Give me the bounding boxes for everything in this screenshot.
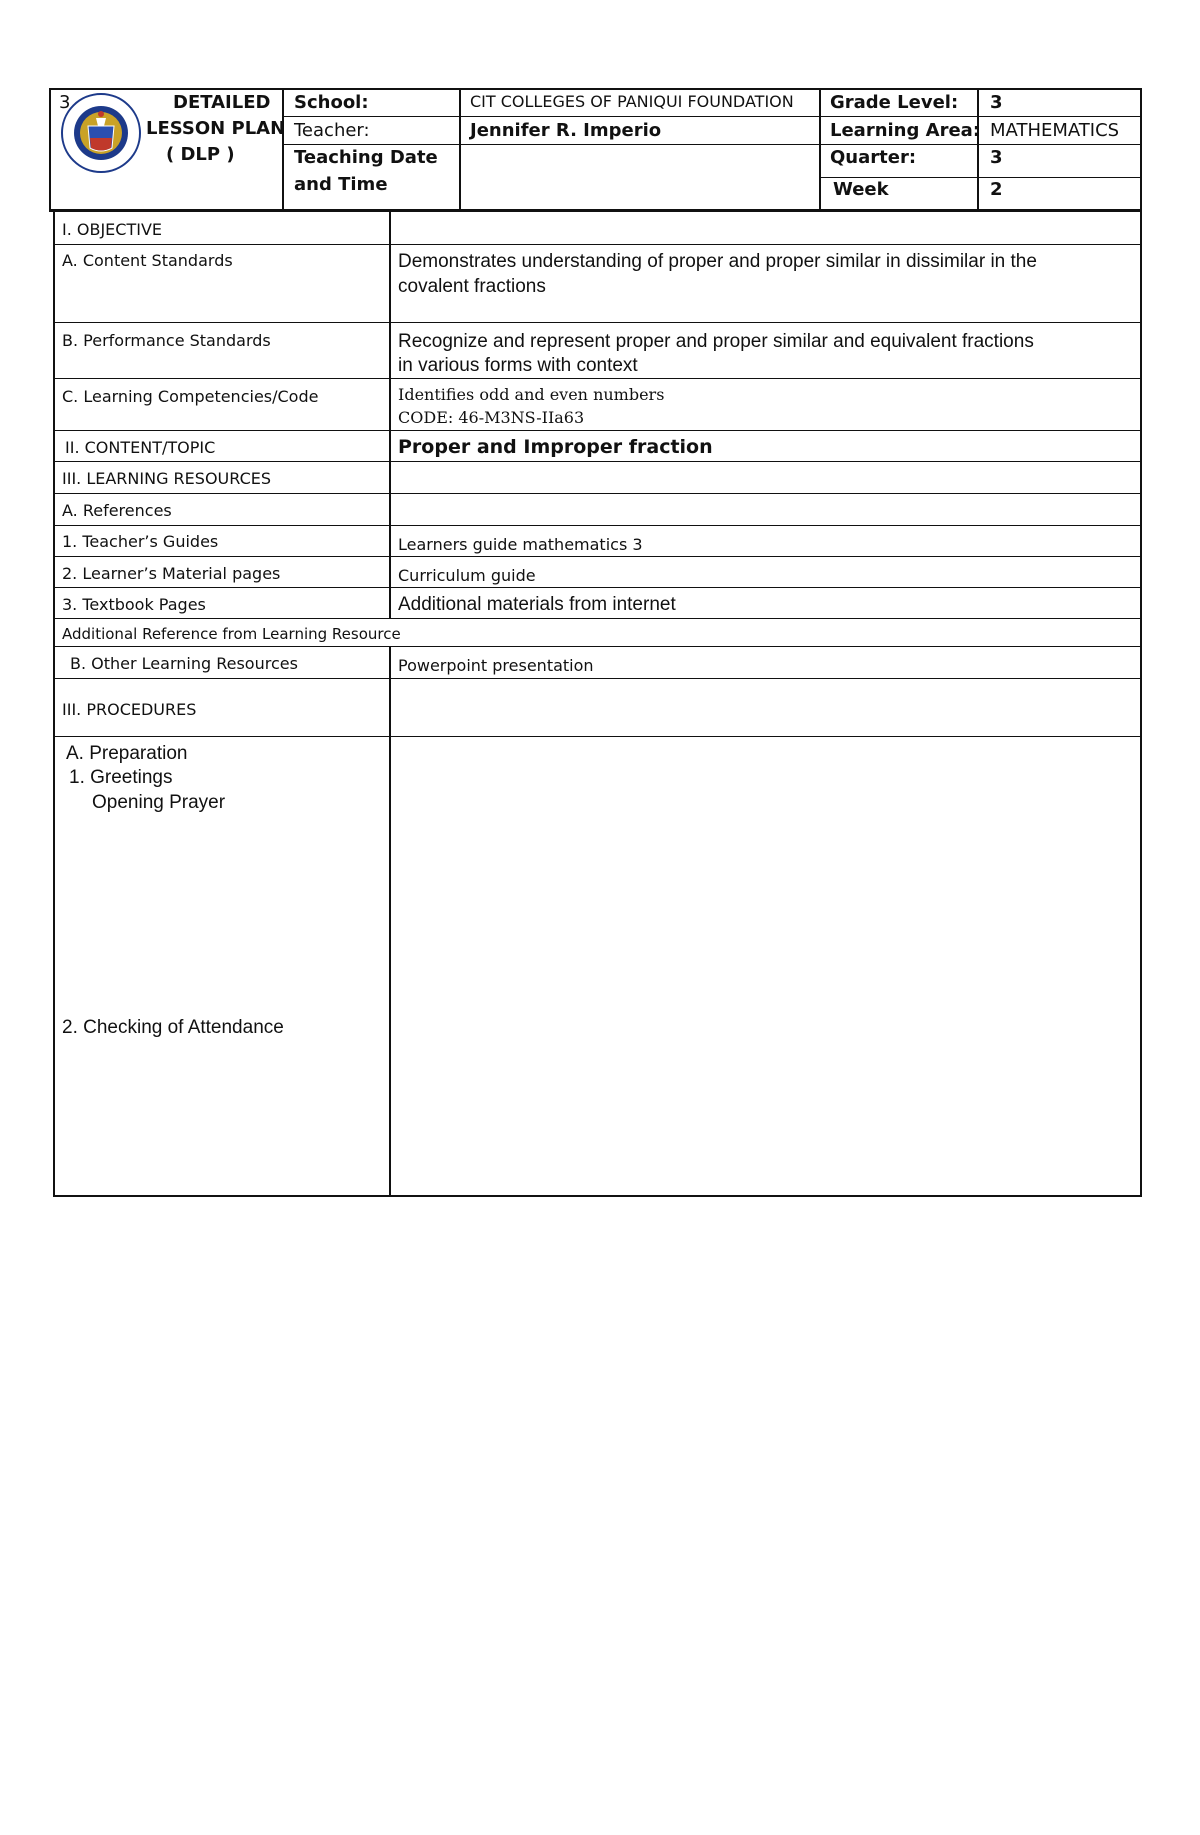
competencies-label: C. Learning Competencies/Code [62,387,319,406]
performance-standards-line2: in various forms with context [398,355,638,376]
quarter-label: Quarter: [830,147,917,168]
area-value: MATHEMATICS [990,120,1120,141]
grade-label: Grade Level: [830,92,959,113]
objective-heading: I. OBJECTIVE [62,220,163,239]
content-standards-label: A. Content Standards [62,251,233,270]
preparation-step: A. Preparation [66,743,188,764]
teacher-value: Jennifer R. Imperio [470,120,662,141]
deped-seal-logo [60,92,142,174]
quarter-value: 3 [990,147,1003,168]
textbook-value: Additional materials from internet [398,594,676,615]
textbook-label: 3. Textbook Pages [62,595,206,614]
learners-material-label: 2. Learner’s Material pages [62,564,281,583]
school-value: CIT COLLEGES OF PANIQUI FOUNDATION [470,92,794,111]
date-label-line1: Teaching Date [294,147,438,168]
area-label: Learning Area: [830,120,981,141]
greetings-step: 1. Greetings [69,767,173,788]
date-label-line2: and Time [294,174,388,195]
teachers-guides-label: 1. Teacher’s Guides [62,532,219,551]
references-label: A. References [62,501,172,520]
procedures-heading: III. PROCEDURES [62,700,197,719]
plan-title-line1: DETAILED [173,92,271,113]
other-resources-value: Powerpoint presentation [398,656,594,675]
school-label: School: [294,92,369,113]
week-label: Week [833,179,889,200]
content-standards-line1: Demonstrates understanding of proper and proper similar in dissimilar in the [398,251,1037,272]
content-topic-label: II. CONTENT/TOPIC [65,438,216,457]
additional-reference-label: Additional Reference from Learning Resource [62,625,401,643]
performance-standards-line1: Recognize and represent proper and proper similar and equivalent fractions [398,331,1034,352]
teachers-guides-value: Learners guide mathematics 3 [398,535,643,554]
content-standards-line2: covalent fractions [398,276,546,297]
content-topic-value: Proper and Improper fraction [398,436,713,458]
attendance-step: 2. Checking of Attendance [62,1017,284,1038]
teacher-label: Teacher: [294,120,370,141]
competencies-code: CODE: 46-M3NS-IIa63 [398,408,585,427]
opening-prayer-step: Opening Prayer [92,792,226,813]
competencies-line1: Identifies odd and even numbers [398,385,665,404]
plan-title-line3: ( DLP ) [166,144,235,165]
learning-resources-heading: III. LEARNING RESOURCES [62,469,271,488]
grade-value: 3 [990,92,1003,113]
week-value: 2 [990,179,1003,200]
other-resources-label: B. Other Learning Resources [70,654,298,673]
plan-title-line2: LESSON PLAN [146,118,286,139]
performance-standards-label: B. Performance Standards [62,331,271,350]
learners-material-value: Curriculum guide [398,566,536,585]
page-number: 3 [59,92,71,113]
